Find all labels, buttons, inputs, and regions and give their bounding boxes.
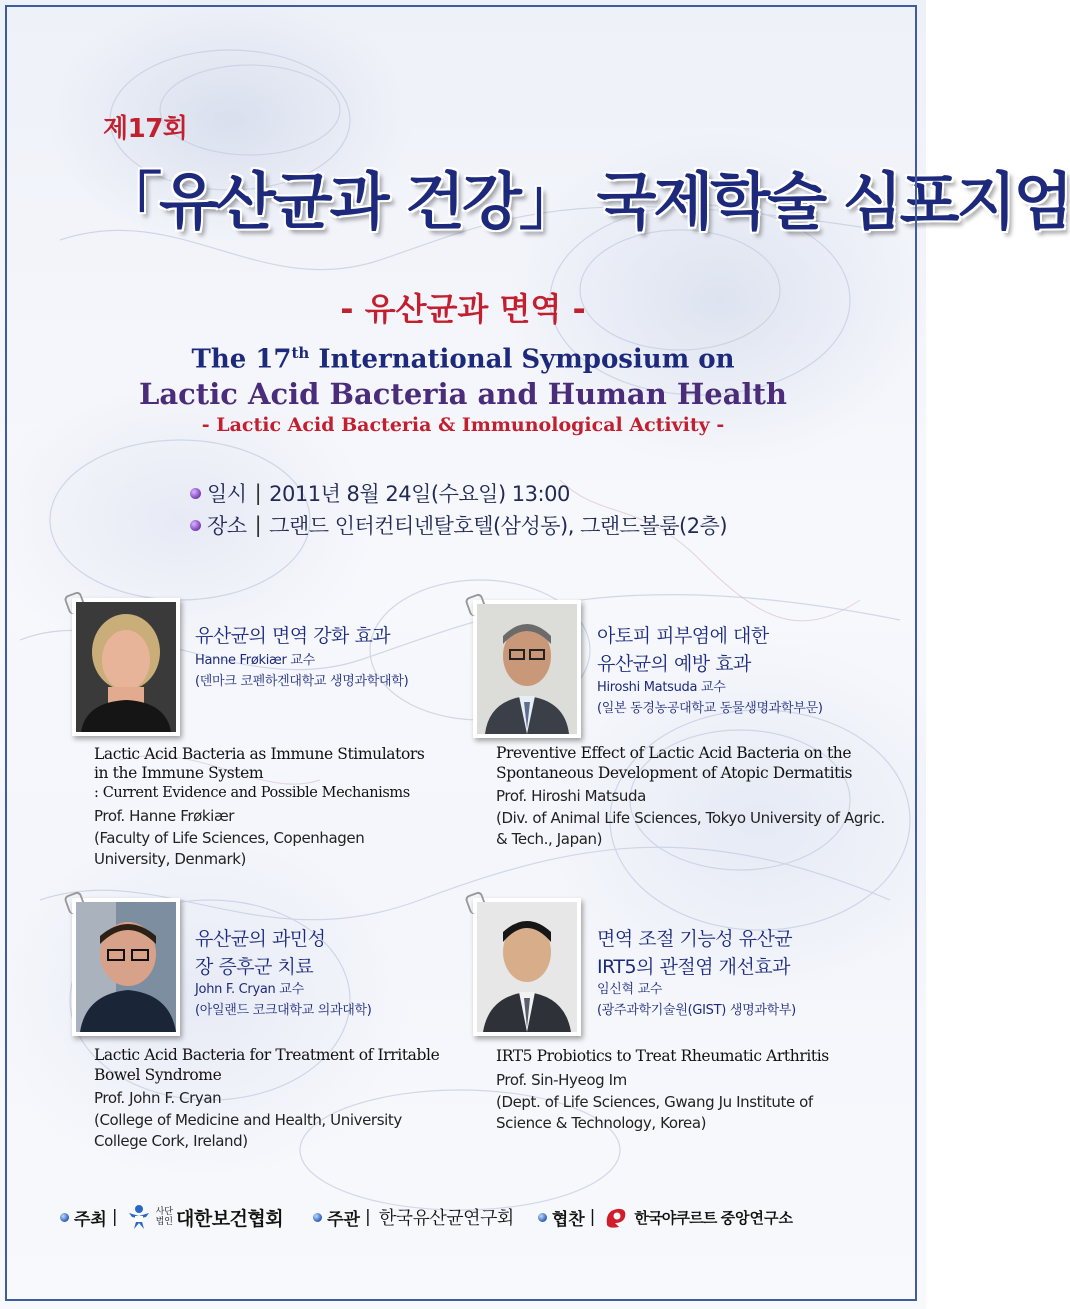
speaker-photo-frame [473, 898, 581, 1036]
speaker-ko-title: 아토피 피부염에 대한 [597, 625, 769, 647]
en-title-post: International Symposium on [309, 344, 735, 375]
footer-separator: | [111, 1207, 118, 1227]
speaker-en-affiliation: College Cork, Ireland) [94, 1132, 248, 1150]
speaker-en-name: Prof. Hanne Frøkiær [94, 807, 235, 825]
host-prefix-2: 법인 [155, 1217, 173, 1227]
host-prefix-1: 사단 [155, 1207, 173, 1217]
subtitle: - 유산균과 면역 - [340, 290, 586, 328]
speaker-ko-title: 면역 조절 기능성 유산균 [597, 928, 793, 950]
speaker-ko-affiliation: (덴마크 코펜하겐대학교 생명과학대학) [195, 674, 409, 689]
speaker-photo [477, 902, 577, 1032]
speaker-en-name: Prof. John F. Cryan [94, 1089, 222, 1107]
sponsor-label: 협찬 [551, 1209, 585, 1230]
info-label: 장소 [207, 514, 247, 538]
speaker-ko-title: IRT5의 관절염 개선효과 [597, 956, 791, 978]
footer-separator: | [589, 1207, 596, 1227]
bullet-icon [190, 520, 201, 531]
english-title-line-1 [0, 344, 926, 375]
speaker-ko-affiliation: (일본 동경농공대학교 동물생명과학부문) [597, 701, 823, 716]
info-separator: | [254, 481, 262, 505]
info-venue [190, 510, 727, 540]
speaker-ko-name: John F. Cryan 교수 [195, 982, 304, 997]
speaker-en-name: Prof. Hiroshi Matsuda [496, 787, 646, 805]
host-org-prefix [156, 1207, 173, 1227]
host-label: 주최 [74, 1209, 107, 1230]
speaker-en-name: Prof. Sin-Hyeog Im [496, 1071, 627, 1089]
speaker-ko-title: 유산균의 과민성 [195, 928, 326, 950]
info-value: 그랜드 인터컨티넨탈호텔(삼성동), 그랜드볼룸(2층) [269, 514, 728, 538]
speaker-en-title: IRT5 Probiotics to Treat Rheumatic Arthritis [496, 1047, 829, 1065]
footer-separator: | [364, 1207, 371, 1227]
main-title: 「유산균과 건강」 국제학술 심포지엄 [100, 165, 1070, 238]
speaker-en-title: Spontaneous Development of Atopic Dermatitis [496, 764, 853, 782]
bullet-icon [538, 1213, 547, 1222]
info-value: 2011년 8월 24일(수요일) 13:00 [269, 482, 570, 506]
speaker-en-title: Preventive Effect of Lactic Acid Bacteria on the [496, 744, 852, 762]
english-subtitle: - Lactic Acid Bacteria & Immunological Activity - [201, 414, 725, 436]
speaker-photo-frame [72, 898, 180, 1036]
speaker-en-affiliation: (College of Medicine and Health, University [94, 1111, 402, 1129]
edition-label: 제17회 [103, 114, 188, 144]
speaker-ko-affiliation: (광주과학기술원(GIST) 생명과학부) [597, 1003, 796, 1018]
info-label: 일시 [207, 482, 247, 506]
speaker-en-affiliation: & Tech., Japan) [496, 830, 603, 848]
info-separator: | [254, 513, 262, 537]
bullet-icon [60, 1213, 69, 1222]
speaker-photo-frame [473, 600, 581, 738]
english-title-line-2: Lactic Acid Bacteria and Human Health [138, 377, 788, 411]
speaker-en-title: in the Immune System [94, 764, 264, 782]
speaker-ko-title: 유산균의 예방 효과 [597, 653, 751, 675]
bullet-icon [190, 488, 201, 499]
organizer-label: 주관 [327, 1209, 360, 1230]
sponsor-lab: 중앙연구소 [720, 1208, 794, 1227]
speaker-ko-name: Hiroshi Matsuda 교수 [597, 680, 726, 695]
speaker-ko-affiliation: (아일랜드 코크대학교 의과대학) [195, 1003, 372, 1018]
speaker-en-title: Lactic Acid Bacteria for Treatment of Irritable [94, 1046, 440, 1064]
info-date [190, 478, 570, 508]
speaker-photo [76, 602, 176, 732]
speaker-en-title: : Current Evidence and Possible Mechanisms [94, 785, 410, 801]
speaker-photo [76, 902, 176, 1032]
speaker-en-title: Lactic Acid Bacteria as Immune Stimulators [94, 745, 425, 763]
en-title-pre: The 17 [191, 344, 292, 375]
host-org: 대한보건협회 [175, 1207, 284, 1230]
bullet-icon [313, 1213, 322, 1222]
speaker-ko-name: 임신혁 교수 [597, 982, 663, 997]
speaker-en-affiliation: Science & Technology, Korea) [496, 1114, 707, 1132]
speaker-en-affiliation: (Div. of Animal Life Sciences, Tokyo University of Agric. [496, 809, 885, 827]
en-title-sup: th [291, 344, 310, 362]
speaker-en-affiliation: (Faculty of Life Sciences, Copenhagen [94, 829, 365, 847]
footer-organizers [60, 1200, 880, 1234]
speaker-en-affiliation: University, Denmark) [94, 850, 246, 868]
speaker-en-title: Bowel Syndrome [94, 1066, 222, 1084]
speaker-en-affiliation: (Dept. of Life Sciences, Gwang Ju Institute of [496, 1093, 813, 1111]
kha-logo-icon [126, 1204, 152, 1230]
organizer-org: 한국유산균연구회 [378, 1208, 514, 1229]
speaker-photo-frame [72, 598, 180, 736]
speaker-ko-title: 유산균의 면역 강화 효과 [195, 625, 391, 647]
yakult-logo-icon [603, 1205, 629, 1229]
speaker-ko-name: Hanne Frøkiær 교수 [195, 653, 315, 668]
speaker-ko-title: 장 증후군 치료 [195, 956, 314, 978]
speaker-photo [477, 604, 577, 734]
sponsor-org: 한국야쿠르트 [634, 1208, 717, 1227]
